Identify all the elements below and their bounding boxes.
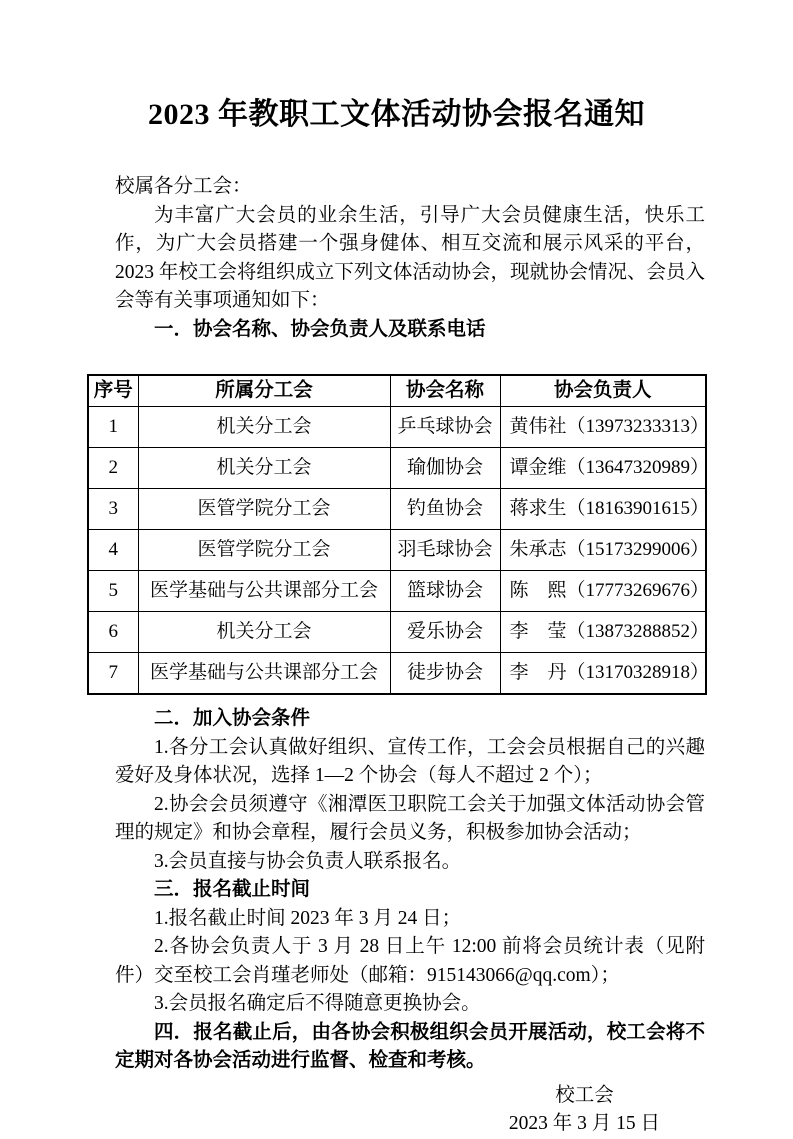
- document-title: 2023 年教职工文体活动协会报名通知: [148, 98, 645, 131]
- signature-org: 校工会: [555, 1084, 614, 1106]
- cell-association: 瑜伽协会: [390, 448, 500, 489]
- intro-paragraph: 为丰富广大会员的业余生活，引导广大会员健康生活，快乐工作，为广大会员搭建一个强身健体、相互交流和展示风采的平台，2023 年校工会将组织成立下列文体活动协会，现就协会情况、会员入会等有关事项通知如下：: [115, 204, 705, 311]
- table-row: [88, 571, 706, 612]
- cell-leader: 陈 熙（17773269676）: [500, 571, 706, 612]
- section3-item: 1.报名截止时间 2023 年 3 月 24 日；: [154, 907, 462, 929]
- cell-index: 1: [88, 407, 138, 448]
- cell-union: 医学基础与公共课部分工会: [138, 653, 390, 695]
- section3-heading: 三．报名截止时间: [154, 879, 311, 900]
- signature-block: [472, 1082, 697, 1139]
- cell-index: 6: [88, 612, 138, 653]
- cell-leader: 李 丹（13170328918）: [500, 653, 706, 695]
- header-association: 协会名称: [390, 375, 500, 407]
- signature-date: 2023 年 3 月 15 日: [508, 1113, 661, 1134]
- salutation: 校属各分工会：: [115, 176, 252, 197]
- table-row: [88, 448, 706, 489]
- table-row: [88, 489, 706, 530]
- header-leader: 协会负责人: [500, 375, 706, 407]
- cell-union: 机关分工会: [138, 407, 390, 448]
- section2-heading: 二．加入协会条件: [154, 708, 311, 729]
- section2-item: 1.各分工会认真做好组织、宣传工作，工会会员根据自己的兴趣爱好及身体状况，选择 1—2 个协会（每人不超过 2 个）；: [115, 736, 705, 786]
- cell-union: 机关分工会: [138, 448, 390, 489]
- section2-item: 3.会员直接与协会负责人联系报名。: [154, 850, 462, 872]
- section1-heading: 一．协会名称、协会负责人及联系电话: [154, 318, 486, 340]
- cell-leader: 朱承志（15173299006）: [500, 530, 706, 571]
- associations-table: [87, 374, 710, 695]
- section2-item: 2.协会会员须遵守《湘潭医卫职院工会关于加强文体活动协会管理的规定》和协会章程，履行会员义务，积极参加协会活动；: [115, 793, 705, 843]
- cell-association: 篮球协会: [390, 571, 500, 612]
- table-row: [88, 407, 706, 448]
- cell-union: 医管学院分工会: [138, 530, 390, 571]
- cell-association: 爱乐协会: [390, 612, 500, 653]
- cell-leader: 黄伟社（13973233313）: [500, 407, 706, 448]
- cell-union: 机关分工会: [138, 612, 390, 653]
- cell-union: 医学基础与公共课部分工会: [138, 571, 390, 612]
- table-row: [88, 612, 706, 653]
- cell-union: 医管学院分工会: [138, 489, 390, 530]
- header-index: 序号: [88, 375, 138, 407]
- cell-leader: 谭金维（13647320989）: [500, 448, 706, 489]
- cell-index: 2: [88, 448, 138, 489]
- cell-association: 乒乓球协会: [390, 407, 500, 448]
- table-row: [88, 530, 706, 571]
- cell-leader: 蒋求生（18163901615）: [500, 489, 706, 530]
- table-header-row: [88, 375, 706, 407]
- section4-paragraph: 四．报名截止后，由各协会积极组织会员开展活动，校工会将不定期对各协会活动进行监督、检查和考核。: [115, 1021, 705, 1071]
- cell-leader: 李 莹（13873288852）: [500, 612, 706, 653]
- cell-index: 3: [88, 489, 138, 530]
- cell-association: 羽毛球协会: [390, 530, 500, 571]
- document-body: [93, 173, 710, 1139]
- section3-item: 3.会员报名确定后不得随意更换协会。: [154, 993, 481, 1014]
- header-union: 所属分工会: [138, 375, 390, 407]
- section3-item: 2.各协会负责人于 3 月 28 日上午 12:00 前将会员统计表（见附件）交至校工会肖瑾老师处（邮箱：915143066@qq.com）；: [115, 936, 705, 986]
- cell-index: 4: [88, 530, 138, 571]
- cell-association: 钓鱼协会: [390, 489, 500, 530]
- cell-index: 7: [88, 653, 138, 695]
- table-row: [88, 653, 706, 695]
- cell-index: 5: [88, 571, 138, 612]
- cell-association: 徒步协会: [390, 653, 500, 695]
